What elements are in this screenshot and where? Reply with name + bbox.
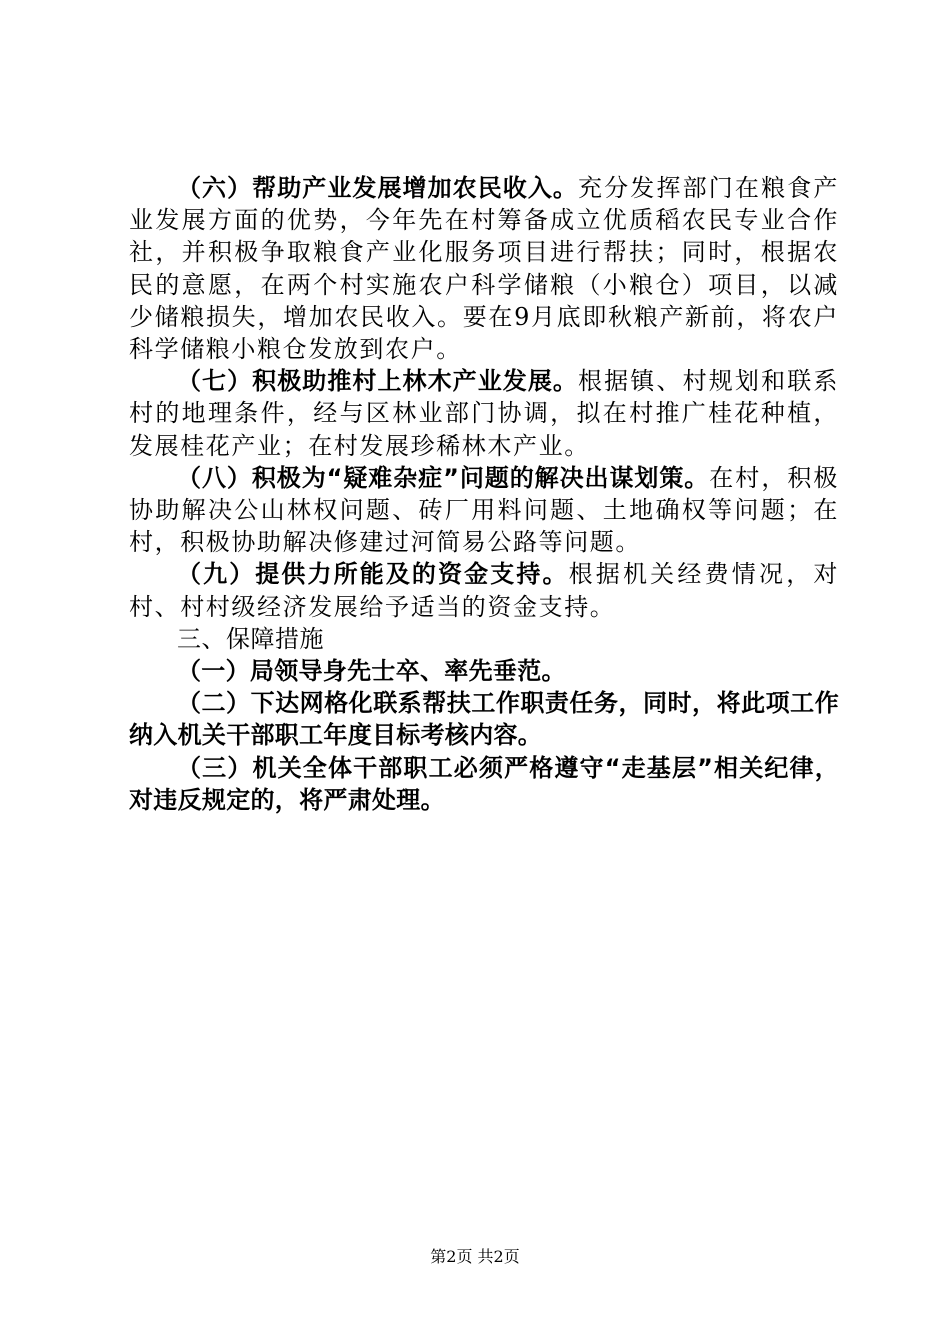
paragraph-7 <box>129 365 839 462</box>
paragraph-7-lead: （七）积极助推村上林木产业发展。 <box>177 367 578 396</box>
paragraph-9-text: 根据机关经费情况，对村、村村级经济发展给予适当的资金支持。 <box>129 560 839 621</box>
paragraph-9 <box>129 558 839 622</box>
paragraph-8-text: 在村，积极协助解决公山林权问题、砖厂用料问题、土地确权等问题；在村，积极协助解决修建过河简易公路等问题。 <box>129 463 840 557</box>
paragraph-7-text: 根据镇、村规划和联系村的地理条件，经与区林业部门协调，拟在村推广桂花种植，发展桂花产业；在村发展珍稀林木产业。 <box>129 367 840 460</box>
paragraph-6 <box>129 172 839 365</box>
paragraph-6-text: 充分发挥部门在粮食产业发展方面的优势，今年先在村筹备成立优质稻农民专业合作社，并积极争取粮食产业化服务项目进行帮扶；同时，根据农民的意愿，在两个村实施农户科学储粮（小粮仓）项目，以减少储粮损失，增加农民收入。要在9月底即秋粮产新前，将农户科学储粮小粮仓发放到农户。 <box>129 174 840 364</box>
paragraph-6-lead: （六）帮助产业发展增加农民收入。 <box>177 174 578 202</box>
measure-1: （一）局领导身先士卒、率先垂范。 <box>177 657 566 686</box>
paragraph-8-lead: （八）积极为“疑难杂症”问题的解决出谋划策。 <box>177 463 710 492</box>
measure-3: （三）机关全体干部职工必须严格遵守“走基层”相关纪律，对违反规定的，将严肃处理。 <box>129 753 839 814</box>
paragraph-8 <box>129 462 839 559</box>
document-body <box>129 172 839 816</box>
section-heading: 三、保障措施 <box>177 624 324 653</box>
paragraph-9-lead: （九）提供力所能及的资金支持。 <box>177 560 569 589</box>
measure-2: （二）下达网格化联系帮扶工作职责任务，同时，将此项工作纳入机关干部职工年度目标考核内容。 <box>129 689 839 750</box>
page-footer: 第2页 共2页 <box>430 1247 520 1266</box>
